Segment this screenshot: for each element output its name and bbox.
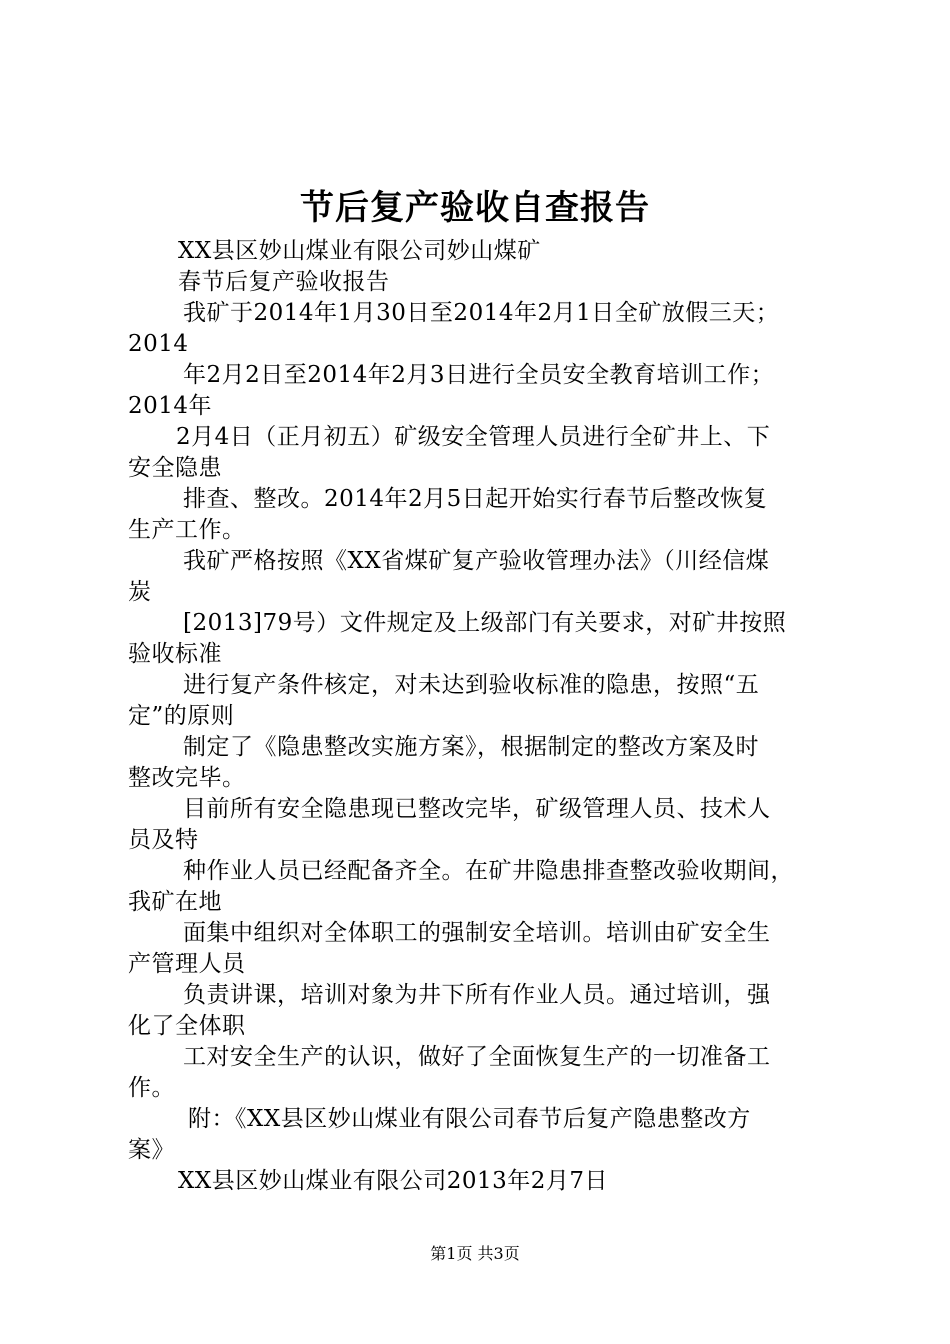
text-line: 2014 — [128, 331, 189, 357]
signature-line: XX县区妙山煤业有限公司2013年2月7日 — [178, 1168, 609, 1194]
document-title: 节后复产验收自查报告 — [300, 188, 650, 228]
text-line: 我矿在地 — [128, 889, 222, 915]
text-line: 炭 — [128, 579, 152, 605]
text-line: 面集中组织对全体职工的强制安全培训。培训由矿安全生 — [183, 920, 771, 946]
text-line: 定”的原则 — [128, 703, 235, 729]
text-line: [2013]79号）文件规定及上级部门有关要求，对矿井按照 — [183, 610, 787, 636]
text-line: 作。 — [128, 1075, 175, 1101]
text-line: XX县区妙山煤业有限公司妙山煤矿 — [178, 238, 541, 264]
text-line: 案》 — [128, 1137, 175, 1163]
text-line: 2月4日（正月初五）矿级安全管理人员进行全矿井上、下 — [176, 424, 771, 450]
text-line: 种作业人员已经配备齐全。在矿井隐患排查整改验收期间， — [183, 858, 794, 884]
text-line: 制定了《隐患整改实施方案》，根据制定的整改方案及时 — [183, 734, 759, 760]
text-line: 排查、整改。2014年2月5日起开始实行春节后整改恢复 — [183, 486, 768, 512]
text-line: 附：《XX县区妙山煤业有限公司春节后复产隐患整改方 — [188, 1106, 751, 1132]
text-line: 进行复产条件核定，对未达到验收标准的隐患，按照“五 — [183, 672, 760, 698]
text-line: 目前所有安全隐患现已整改完毕，矿级管理人员、技术人 — [183, 796, 771, 822]
page-number: 第1页 共3页 — [430, 1244, 520, 1263]
text-line: 工对安全生产的认识，做好了全面恢复生产的一切准备工 — [183, 1044, 771, 1070]
text-line: 2014年 — [128, 393, 213, 419]
text-line: 员及特 — [128, 827, 199, 853]
text-line: 生产工作。 — [128, 517, 246, 543]
text-line: 安全隐患 — [128, 455, 222, 481]
text-line: 验收标准 — [128, 641, 222, 667]
text-line: 整改完毕。 — [128, 765, 246, 791]
text-line: 年2月2日至2014年2月3日进行全员安全教育培训工作； — [183, 362, 775, 388]
text-line: 负责讲课，培训对象为井下所有作业人员。通过培训，强 — [183, 982, 771, 1008]
text-line: 我矿于2014年1月30日至2014年2月1日全矿放假三天； — [183, 300, 780, 326]
text-line: 化了全体职 — [128, 1013, 246, 1039]
text-line: 我矿严格按照《XX省煤矿复产验收管理办法》（川经信煤 — [183, 548, 770, 574]
text-line: 产管理人员 — [128, 951, 246, 977]
text-line: 春节后复产验收报告 — [178, 269, 390, 295]
